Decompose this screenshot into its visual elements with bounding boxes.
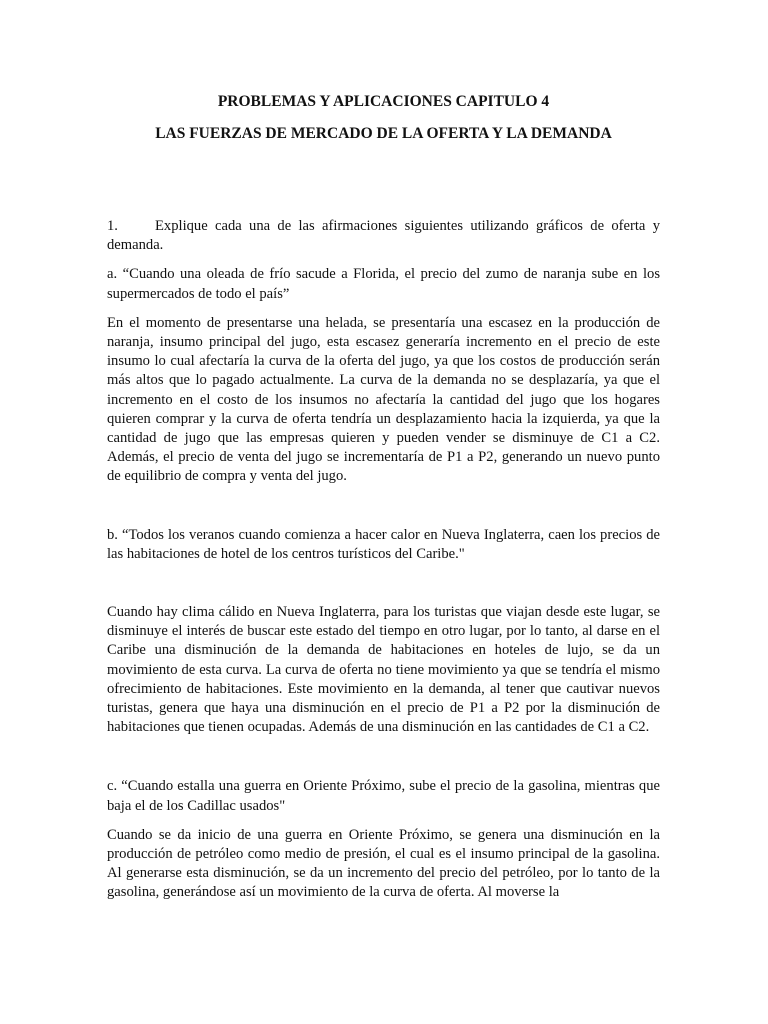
item-1-number: 1. [107, 218, 118, 234]
question-a: a. “Cuando una oleada de frío sacude a Florida, el precio del zumo de naranja sube en los supermercados de todo el país” [107, 266, 660, 302]
item-1-text: Explique cada una de las afirmaciones siguientes utilizando gráficos de oferta y demanda. [107, 218, 660, 254]
item-1-paragraph [107, 217, 660, 255]
answer-b: Cuando hay clima cálido en Nueva Inglaterra, para los turistas que viajan desde este lugar, se disminuye el interés de buscar este estado del tiempo en otro lugar, por lo tanto, al darse en el Caribe una disminución de la demanda de habitaciones en hoteles de lujo, se da un movimiento de esta curva. La curva de oferta no tiene movimiento ya que se tendría el mismo ofrecimiento de habitaciones. Este movimiento en la demanda, al tener que cautivar nuevos turistas, genera que haya una disminución en el precio de P1 a P2 por la disminución de habitaciones que tienen ocupadas. Además de una disminución en las cantidades de C1 a C2. [107, 604, 660, 736]
question-c: c. “Cuando estalla una guerra en Oriente Próximo, sube el precio de la gasolina, mientras que baja el de los Cadillac usados" [107, 778, 660, 814]
document-page [107, 90, 660, 903]
answer-c: Cuando se da inicio de una guerra en Oriente Próximo, se genera una disminución en la producción de petróleo como medio de presión, el cual es el insumo principal de la gasolina. Al generarse esta disminución, se da un incremento del precio del petróleo, por lo tanto de la gasolina, generándose así un movimiento de la curva de oferta. Al moverse la [107, 826, 660, 901]
document-subtitle: LAS FUERZAS DE MERCADO DE LA OFERTA Y LA DEMANDA [155, 125, 612, 142]
question-b: b. “Todos los veranos cuando comienza a hacer calor en Nueva Inglaterra, caen los precios de las habitaciones de hotel de los centros turísticos del Caribe." [107, 526, 660, 562]
document-title: PROBLEMAS Y APLICACIONES CAPITULO 4 [217, 93, 550, 110]
answer-a: En el momento de presentarse una helada, se presentaría una escasez en la producción de naranja, insumo principal del jugo, esta escasez generaría incremento en el precio de este insumo lo cual afectaría la curva de la oferta del jugo, ya que los costos de producción serán más altos que lo pagado actualmente. La curva de la demanda no se desplazaría, ya que el incremento en el costo de los insumos no afectaría la cantidad del jugo que los hogares quieren comprar y la curva de oferta tendría un desplazamiento hacia la izquierda, ya que la cantidad de jugo que las empresas quieren y pueden vender se disminuye de C1 a C2. Además, el precio de venta del jugo se incrementaría de P1 a P2, generando un nuevo punto de equilibrio de compra y venta del jugo. [107, 314, 660, 485]
